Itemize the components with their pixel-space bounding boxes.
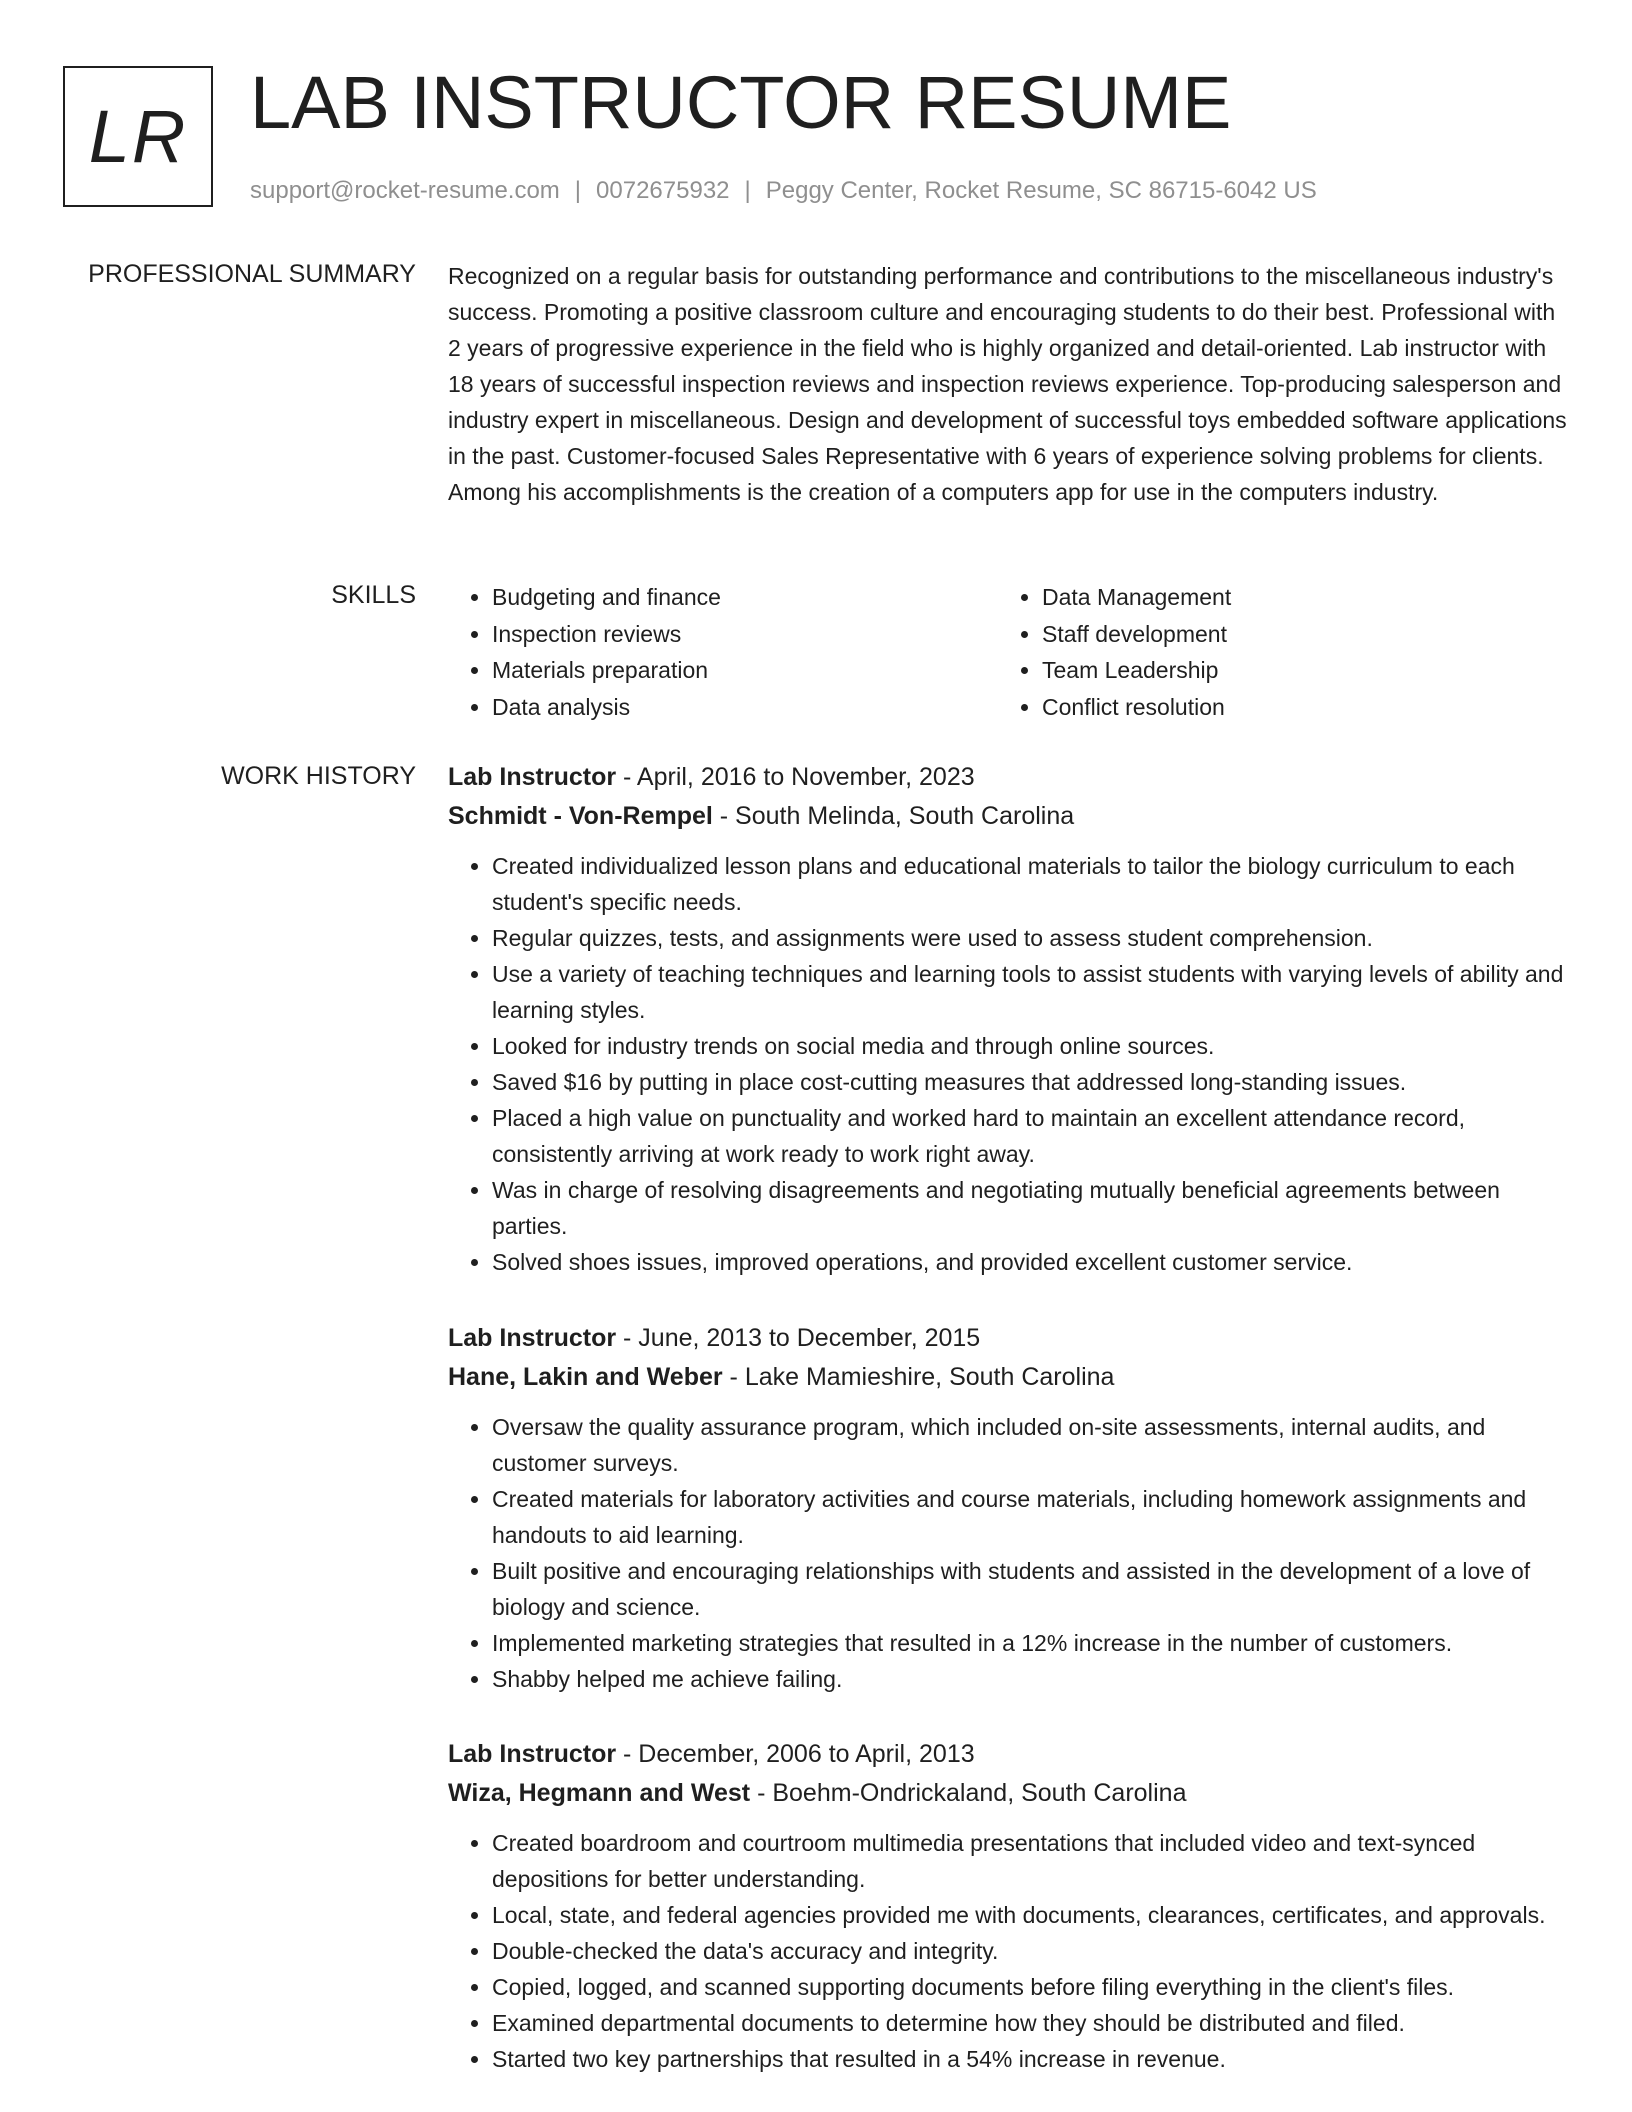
job-company-line [448, 1773, 1570, 1813]
job-title-line [448, 758, 1570, 796]
summary-section [448, 258, 1568, 510]
job-bullet: • Local, state, and federal agencies provided me with documents, clearances, certificates, and approvals. [492, 1897, 1570, 1933]
skill-item: • Data Management [1042, 579, 1548, 616]
job-bullet: • Implemented marketing strategies that resulted in a 12% increase in the number of customers. [492, 1625, 1570, 1661]
skill-item: • Staff development [1042, 616, 1548, 653]
job-bullet: • Built positive and encouraging relationships with students and assisted in the development of a love of biology and science. [492, 1553, 1570, 1625]
job-location: - Boehm-Ondrickaland, South Carolina [750, 1779, 1187, 1807]
job-bullet: • Regular quizzes, tests, and assignments were used to assess student comprehension. [492, 920, 1570, 956]
job-bullet: • Looked for industry trends on social media and through online sources. [492, 1028, 1570, 1064]
skills-section [448, 579, 1568, 726]
job-bullet: • Created boardroom and courtroom multimedia presentations that included video and text-synced depositions for better understanding. [492, 1825, 1570, 1897]
job-bullet: • Use a variety of teaching techniques and learning tools to assist students with varying levels of ability and learning styles. [492, 956, 1570, 1028]
skill-item: • Materials preparation [492, 652, 998, 689]
job-bullet: • Saved $16 by putting in place cost-cutting measures that addressed long-standing issues. [492, 1064, 1570, 1100]
skills-grid [448, 579, 1568, 726]
job-bullet: • Double-checked the data's accuracy and integrity. [492, 1933, 1570, 1969]
job-bullet: • Was in charge of resolving disagreements and negotiating mutually beneficial agreements between parties. [492, 1172, 1570, 1244]
job-location: - South Melinda, South Carolina [712, 802, 1075, 830]
job-company-line [448, 796, 1570, 836]
job-bullet: • Examined departmental documents to determine how they should be distributed and filed. [492, 2005, 1570, 2041]
section-label-work-history: WORK HISTORY [221, 762, 416, 790]
job-title-line [448, 1319, 1570, 1357]
job-company: Schmidt - Von-Rempel [448, 802, 713, 830]
job-bullet: • Solved shoes issues, improved operations, and provided excellent customer service. [492, 1244, 1570, 1280]
job-bullet: • Created materials for laboratory activities and course materials, including homework assignments and handouts to aid learning. [492, 1481, 1570, 1553]
job-bullet: • Created individualized lesson plans and educational materials to tailor the biology curriculum to each student's specific needs. [492, 848, 1570, 920]
job-entry [448, 1735, 1570, 2077]
job-bullets [448, 1409, 1570, 1697]
job-company: Wiza, Hegmann and West [448, 1779, 751, 1807]
job-dates: - June, 2013 to December, 2015 [616, 1324, 981, 1352]
job-entry [448, 758, 1570, 1280]
job-dates: - April, 2016 to November, 2023 [616, 763, 975, 791]
contact-separator: | [574, 177, 582, 204]
job-bullet: • Started two key partnerships that resulted in a 54% increase in revenue. [492, 2041, 1570, 2077]
contact-phone: 0072675932 [596, 177, 730, 204]
page-title: LAB INSTRUCTOR RESUME [250, 61, 1232, 144]
job-company: Hane, Lakin and Weber [448, 1363, 723, 1391]
monogram-logo [63, 66, 213, 207]
contact-email: support@rocket-resume.com [250, 177, 560, 204]
contact-line [250, 176, 1317, 206]
job-title: Lab Instructor [448, 1740, 617, 1768]
job-dates: - December, 2006 to April, 2013 [616, 1740, 975, 1768]
job-title-line [448, 1735, 1570, 1773]
skill-item: • Budgeting and finance [492, 579, 998, 616]
job-location: - Lake Mamieshire, South Carolina [722, 1363, 1115, 1391]
section-label-skills: SKILLS [331, 581, 416, 609]
skill-item: • Data analysis [492, 689, 998, 726]
job-bullet: • Placed a high value on punctuality and worked hard to maintain an excellent attendance record, consistently arriving at work ready to work right away. [492, 1100, 1570, 1172]
job-bullet: • Oversaw the quality assurance program, which included on-site assessments, internal audits, and customer surveys. [492, 1409, 1570, 1481]
job-title: Lab Instructor [448, 763, 617, 791]
section-label-summary: PROFESSIONAL SUMMARY [88, 260, 416, 288]
job-bullets [448, 1825, 1570, 2077]
skill-item: • Conflict resolution [1042, 689, 1548, 726]
job-bullet: • Shabby helped me achieve failing. [492, 1661, 1570, 1697]
job-bullet: • Copied, logged, and scanned supporting documents before filing everything in the client's files. [492, 1969, 1570, 2005]
contact-separator: | [744, 177, 751, 204]
skills-list-right [998, 579, 1548, 726]
summary-text: Recognized on a regular basis for outstanding performance and contributions to the miscellaneous industry's success. Promoting a positive classroom culture and encouraging students to do their best. Professional with 2 years of progressive experience in the field who is highly organized and detail-oriented. Lab instructor with 18 years of successful inspection reviews and inspection reviews experience. Top-producing salesperson and industry expert in miscellaneous. Design and development of successful toys embedded software applications in the past. Customer-focused Sales Representative with 6 years of experience solving problems for clients. Among his accomplishments is the creation of a computers app for use in the computers industry. [448, 263, 1567, 505]
skill-item: • Inspection reviews [492, 616, 998, 653]
skill-item: • Team Leadership [1042, 652, 1548, 689]
job-entry [448, 1319, 1570, 1697]
job-bullets [448, 848, 1570, 1280]
monogram-initials: LR [88, 94, 188, 178]
job-company-line [448, 1357, 1570, 1397]
skills-list-left [448, 579, 998, 726]
contact-address: Peggy Center, Rocket Resume, SC 86715-6042 US [765, 177, 1317, 204]
job-title: Lab Instructor [448, 1324, 617, 1352]
